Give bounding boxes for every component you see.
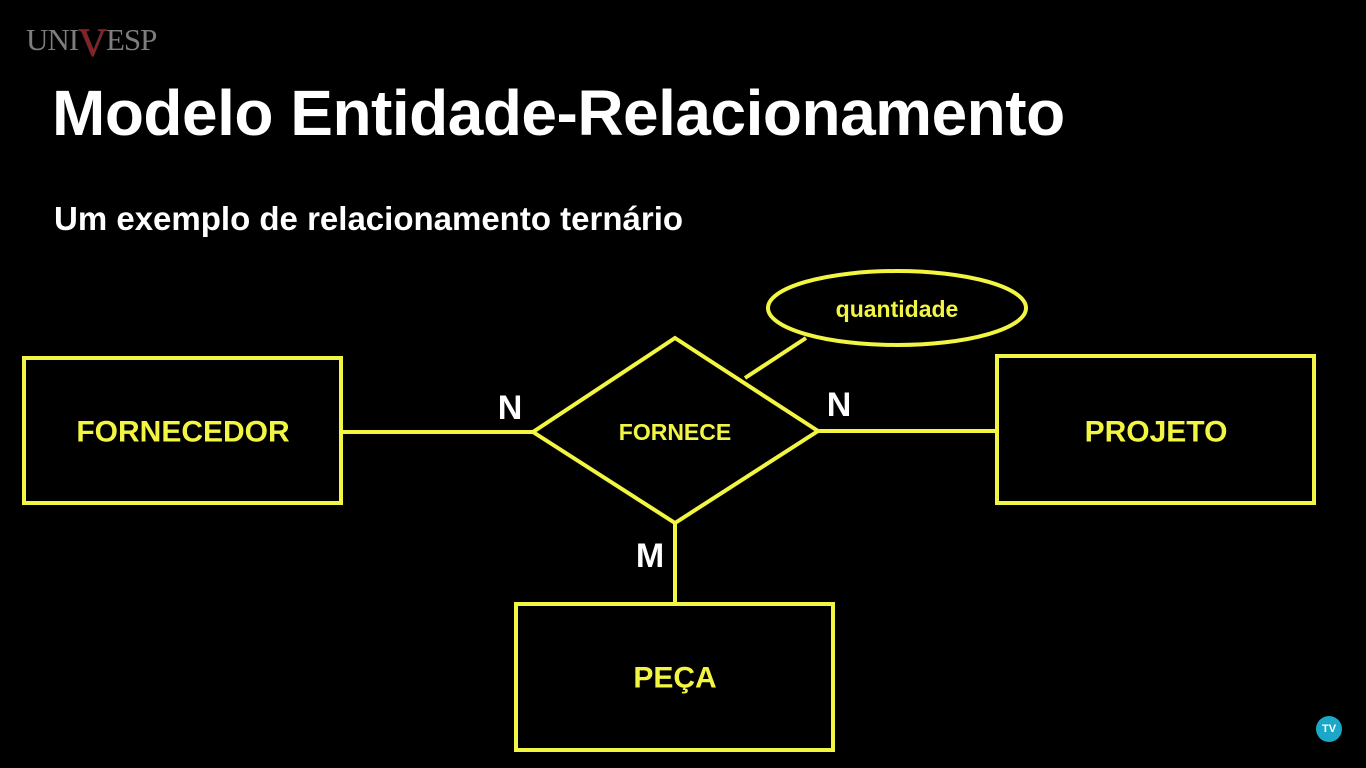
relationship-fornece-label: FORNECE [618,419,732,445]
cardinality-projeto: N [826,386,852,424]
attribute-quantidade-label: quantidade [835,296,959,322]
slide-subtitle: Um exemplo de relacionamento ternário [54,200,684,237]
entity-fornecedor-label: FORNECEDOR [76,415,290,449]
logo-prefix: UNI [26,22,79,57]
tv-channel-badge: TV [1316,716,1342,742]
slide-title: Modelo Entidade-Relacionamento [52,77,1065,149]
logo-v: V [78,20,106,65]
cardinality-fornecedor: N [497,389,523,427]
entity-projeto-label: PROJETO [1084,415,1228,449]
connector-attribute [745,338,806,378]
entity-peca-label: PEÇA [633,661,717,695]
cardinality-peca: M [635,537,665,575]
logo-suffix: ESP [106,22,157,57]
